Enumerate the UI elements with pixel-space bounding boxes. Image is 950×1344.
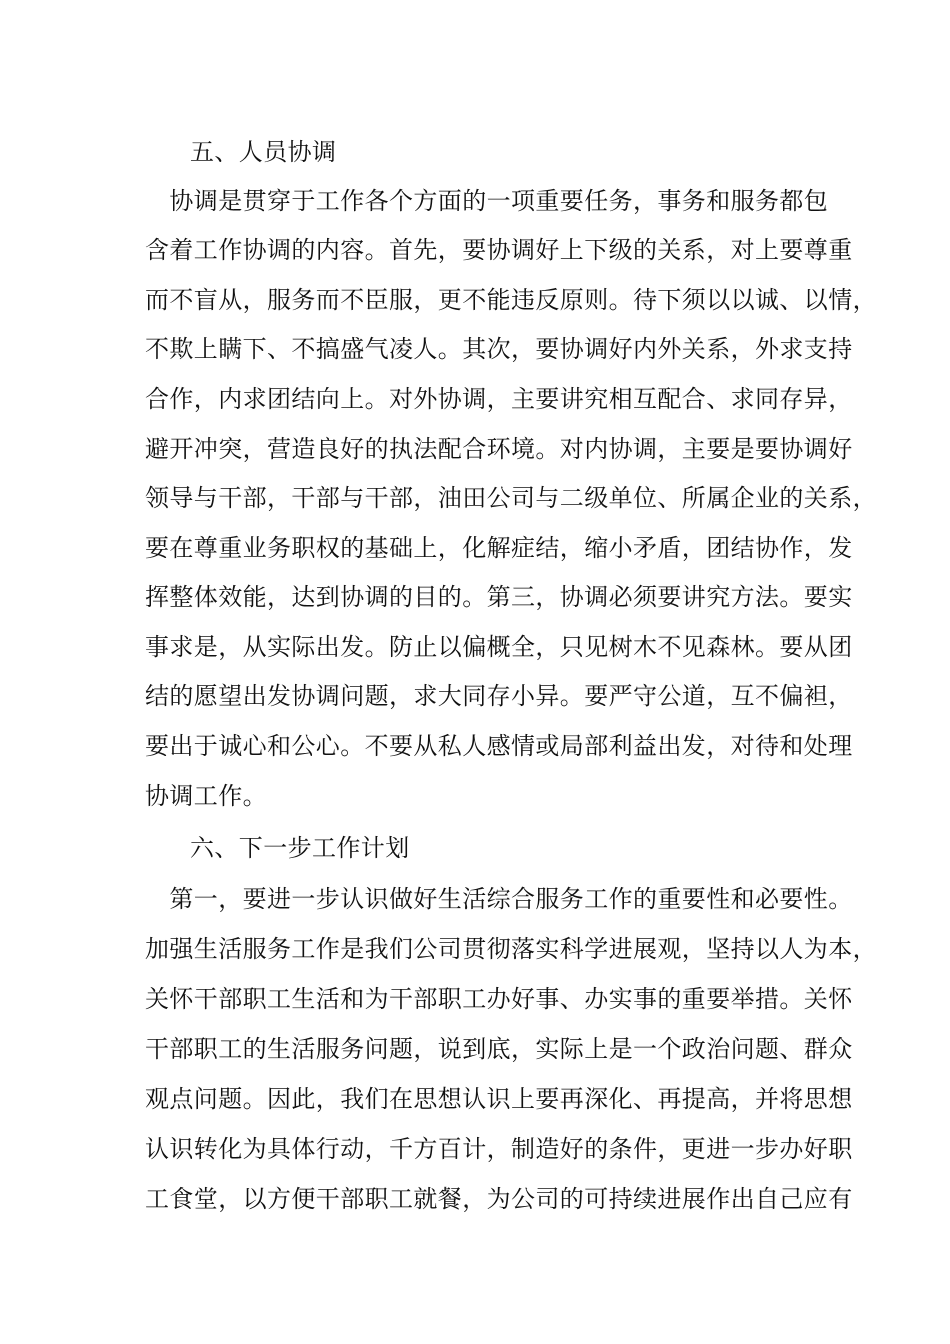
paragraph-line: 含着工作协调的内容。首先，要协调好上下级的关系，对上要尊重 xyxy=(145,236,853,264)
section-heading: 六、下一步工作计划 xyxy=(190,834,410,862)
paragraph-line: 协调工作。 xyxy=(145,782,267,810)
section-heading: 五、人员协调 xyxy=(190,138,337,166)
paragraph-line: 第一，要进一步认识做好生活综合服务工作的重要性和必要性。 xyxy=(145,885,853,913)
paragraph-line: 要在尊重业务职权的基础上，化解症结，缩小矛盾，团结协作，发 xyxy=(145,534,853,562)
paragraph-line: 结的愿望出发协调问题，求大同存小异。要严守公道，互不偏袒， xyxy=(145,682,853,710)
paragraph-line: 协调是贯穿于工作各个方面的一项重要任务，事务和服务都包 xyxy=(145,187,829,215)
paragraph-line: 事求是，从实际出发。防止以偏概全，只见树木不见森林。要从团 xyxy=(145,633,853,661)
paragraph-line: 领导与干部，干部与干部，油田公司与二级单位、所属企业的关系， xyxy=(145,484,877,512)
paragraph-line: 认识转化为具体行动，千方百计，制造好的条件，更进一步办好职 xyxy=(145,1135,853,1163)
paragraph-line: 合作，内求团结向上。对外协调，主要讲究相互配合、求同存异， xyxy=(145,385,853,413)
paragraph-line: 挥整体效能，达到协调的目的。第三，协调必须要讲究方法。要实 xyxy=(145,583,853,611)
paragraph-line: 而不盲从，服务而不臣服，更不能违反原则。待下须以以诚、以情， xyxy=(145,286,877,314)
paragraph-line: 加强生活服务工作是我们公司贯彻落实科学进展观，坚持以人为本， xyxy=(145,935,877,963)
paragraph-line: 不欺上瞒下、不搞盛气凌人。其次，要协调好内外关系，外求支持 xyxy=(145,335,853,363)
paragraph-line: 观点问题。因此，我们在思想认识上要再深化、再提高，并将思想 xyxy=(145,1085,853,1113)
paragraph-line: 干部职工的生活服务问题，说到底，实际上是一个政治问题、群众 xyxy=(145,1035,853,1063)
paragraph-line: 要出于诚心和公心。不要从私人感情或局部利益出发，对待和处理 xyxy=(145,732,853,760)
paragraph-line: 避开冲突，营造良好的执法配合环境。对内协调，主要是要协调好 xyxy=(145,435,853,463)
paragraph-line: 工食堂，以方便干部职工就餐，为公司的可持续进展作出自己应有 xyxy=(145,1185,853,1213)
paragraph-line: 关怀干部职工生活和为干部职工办好事、办实事的重要举措。关怀 xyxy=(145,985,853,1013)
